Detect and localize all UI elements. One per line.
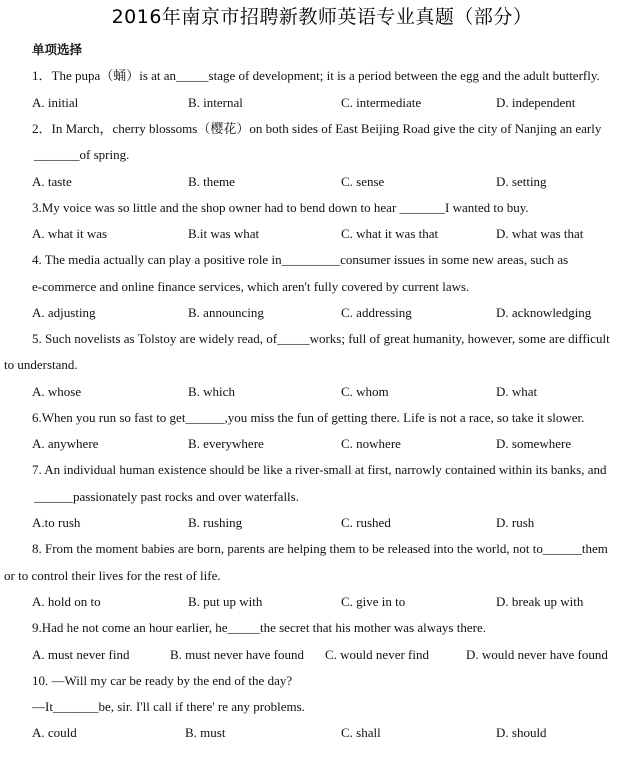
question-2-option-d: D. setting [496,174,547,189]
question-9-option-b: B. must never have found [170,647,304,662]
question-6-option-b: B. everywhere [188,436,264,451]
question-5-option-b: B. which [188,384,235,399]
question-5-option-c: C. whom [341,384,389,399]
question-1-text: 1．The pupa（蛹）is at an_____stage of development; it is a period between the egg and the adult butterfly. [32,68,600,83]
question-2-text-cont: _______of spring. [34,147,130,162]
question-10-option-c: C. shall [341,725,381,740]
question-3-option-a: A. what it was [32,226,108,241]
question-6-option-a: A. anywhere [32,436,99,451]
question-4-text-cont: e-commerce and online finance services, which aren't fully covered by current laws. [32,279,470,294]
question-5-option-d: D. what [496,384,538,399]
question-4-text: 4. The media actually can play a positive role in_________consumer issues in some new areas, such as [32,252,569,267]
question-6-option-d: D. somewhere [496,436,572,451]
section-heading: 单项选择 [32,42,83,57]
question-8-option-b: B. put up with [188,594,263,609]
question-2-option-a: A. taste [32,174,72,189]
question-7-option-d: D. rush [496,515,535,530]
question-1-option-d: D. independent [496,95,576,110]
question-8-text: 8. From the moment babies are born, parents are helping them to be released into the world, not to______them [32,541,608,556]
question-3-text: 3.My voice was so little and the shop owner had to bend down to hear _______I wanted to buy. [32,200,529,215]
question-6-option-c: C. nowhere [341,436,401,451]
question-10-option-b: B. must [185,725,226,740]
question-4-option-c: C. addressing [341,305,412,320]
question-7-option-c: C. rushed [341,515,391,530]
question-9-option-a: A. must never find [32,647,130,662]
question-5-text: 5. Such novelists as Tolstoy are widely read, of_____works; full of great humanity, however, some are difficult [32,331,610,346]
question-6-text: 6.When you run so fast to get______,you miss the fun of getting there. Life is not a race, so take it slower. [32,410,585,425]
question-7-text-cont: ______passionately past rocks and over waterfalls. [34,489,299,504]
page-title: 2016年南京市招聘新教师英语专业真题（部分） [111,6,533,28]
question-8-option-d: D. break up with [496,594,584,609]
question-5-option-a: A. whose [32,384,82,399]
question-5-text-cont: to understand. [4,357,78,372]
question-7-option-a: A.to rush [32,515,81,530]
question-3-option-c: C. what it was that [341,226,439,241]
question-4-option-a: A. adjusting [32,305,96,320]
question-9-text: 9.Had he not come an hour earlier, he_____the secret that his mother was always there. [32,620,486,635]
question-8-option-c: C. give in to [341,594,406,609]
question-7-option-b: B. rushing [188,515,243,530]
question-10-option-d: D. should [496,725,547,740]
question-10-text: 10. —Will my car be ready by the end of the day? [32,673,293,688]
question-1-option-c: C. intermediate [341,95,422,110]
question-2-option-b: B. theme [188,174,235,189]
question-2-text: 2．In March，cherry blossoms（樱花）on both sides of East Beijing Road give the city of Nanjing an early [32,121,602,136]
question-1-option-b: B. internal [188,95,243,110]
question-9-option-d: D. would never have found [466,647,608,662]
question-2-option-c: C. sense [341,174,385,189]
question-8-text-cont: or to control their lives for the rest of life. [4,568,221,583]
question-4-option-d: D. acknowledging [496,305,592,320]
question-9-option-c: C. would never find [325,647,429,662]
question-7-text: 7. An individual human existence should be like a river-small at first, narrowly contained within its banks, and [32,462,607,477]
question-1-option-a: A. initial [32,95,79,110]
question-10-text-cont: —It_______be, sir. I'll call if there' re any problems. [32,699,305,714]
question-8-option-a: A. hold on to [32,594,101,609]
question-4-option-b: B. announcing [188,305,264,320]
question-3-option-d: D. what was that [496,226,584,241]
question-3-option-b: B.it was what [188,226,260,241]
question-10-option-a: A. could [32,725,77,740]
